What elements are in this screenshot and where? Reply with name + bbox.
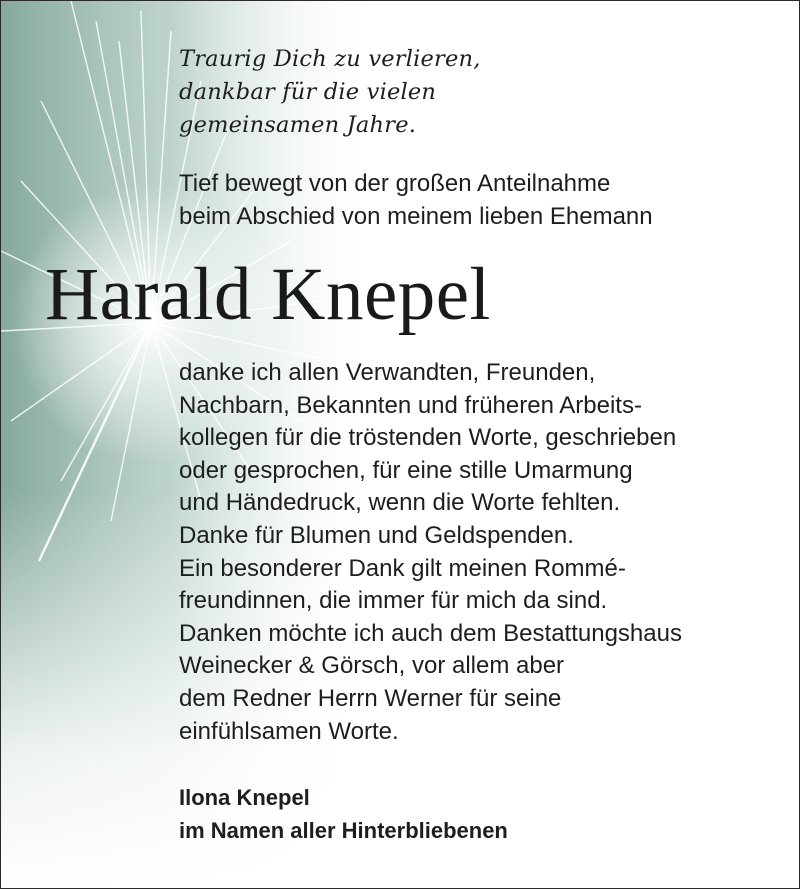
- body-line: oder gesprochen, für eine stille Umarmung: [179, 456, 633, 484]
- memorial-verse: [179, 43, 739, 142]
- signature-note: im Namen aller Hinterbliebenen: [179, 818, 508, 843]
- body-line: Danke für Blumen und Geldspenden.: [179, 521, 574, 549]
- intro-text: [179, 167, 779, 233]
- body-line: dem Redner Herrn Werner für seine: [179, 684, 562, 712]
- body-line: kollegen für die tröstenden Worte, geschrieben: [179, 424, 677, 452]
- body-line: einfühlsamen Worte.: [179, 717, 399, 745]
- body-line: freundinnen, die immer für mich da sind.: [179, 587, 608, 615]
- body-line: Ein besonderer Dank gilt meinen Rommé-: [179, 554, 626, 582]
- intro-line: beim Abschied von meinem lieben Ehemann: [179, 203, 653, 230]
- verse-line: gemeinsamen Jahre.: [179, 112, 417, 138]
- thank-you-text: [179, 357, 789, 748]
- body-line: und Händedruck, wenn die Worte fehlten.: [179, 489, 621, 517]
- verse-line: dankbar für die vielen: [179, 79, 437, 105]
- deceased-name: Harald Knepel: [45, 253, 491, 336]
- intro-line: Tief bewegt von der großen Anteilnahme: [179, 170, 611, 197]
- body-line: danke ich allen Verwandten, Freunden,: [179, 359, 596, 386]
- verse-line: Traurig Dich zu verlieren,: [179, 46, 481, 72]
- signature: [179, 781, 779, 847]
- body-line: Weinecker & Görsch, vor allem aber: [179, 652, 565, 680]
- body-line: Nachbarn, Bekannten und früheren Arbeits-: [179, 391, 642, 419]
- body-line: Danken möchte ich auch dem Bestattungshaus: [179, 619, 682, 647]
- signature-name: Ilona Knepel: [179, 785, 310, 810]
